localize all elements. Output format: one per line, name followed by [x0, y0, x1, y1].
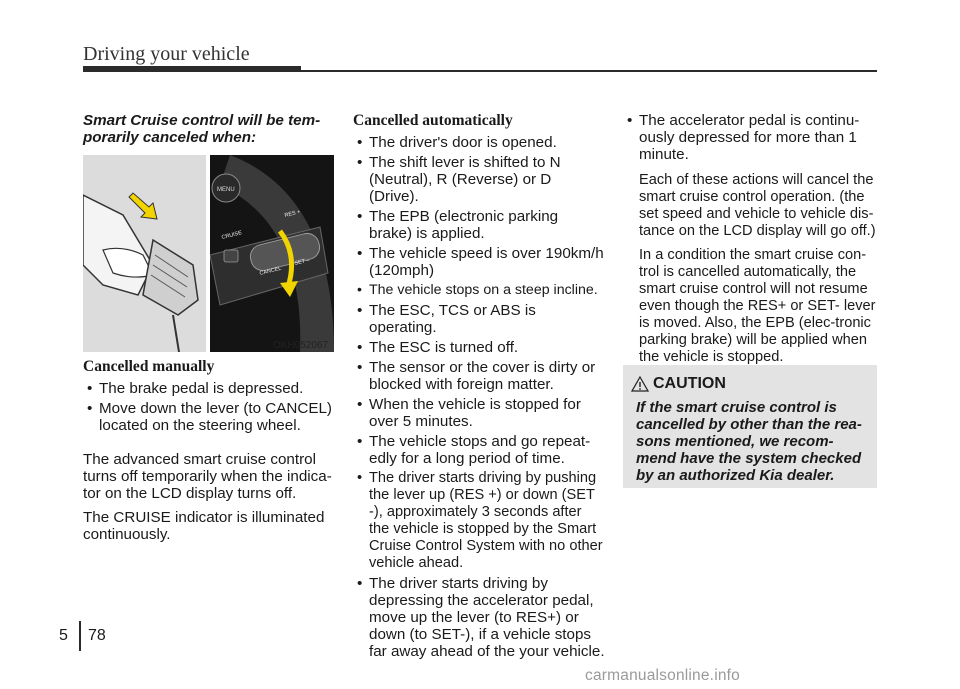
- res-label: RES +: [284, 209, 302, 219]
- manual-heading: Cancelled manually: [83, 358, 215, 375]
- page-number-divider: [79, 621, 81, 651]
- list-item: • The accelerator pedal is continu-ously depressed for more than 1 minute.: [623, 112, 877, 163]
- list-item: • The EPB (electronic parking brake) is applied.: [353, 208, 605, 242]
- cancel-label: CANCEL: [259, 265, 283, 277]
- page-number: 78: [88, 627, 106, 644]
- list-item: • The driver's door is opened.: [353, 134, 605, 151]
- intro-text: Smart Cruise control will be tem-porarily canceled when:: [83, 112, 321, 146]
- list-item: • The driver starts driving by depressing the accelerator pedal, move up the lever (to RES+) or down (to SET-), if a vehicle stops far away ahead of the your vehicle.: [353, 575, 605, 660]
- list-item: • When the vehicle is stopped for over 5 minutes.: [353, 396, 605, 430]
- column-1-lower: [83, 358, 335, 550]
- caution-text: If the smart cruise control is cancelled by other than the rea-sons mentioned, we recom-mend have the system checked by an authorized Kia dealer.: [636, 399, 862, 484]
- brake-pedal-illustration: [83, 155, 206, 352]
- warning-triangle-icon: [631, 375, 649, 393]
- list-item: • The vehicle speed is over 190km/h (120mph): [353, 245, 605, 279]
- set-label: SET –: [294, 257, 311, 267]
- paragraph: The CRUISE indicator is illuminated continuously.: [83, 509, 325, 543]
- header-rule-thin: [301, 70, 877, 72]
- list-item: • The ESC is turned off.: [353, 339, 605, 356]
- list-item: • The brake pedal is depressed.: [83, 380, 335, 397]
- section-number: 5: [59, 627, 68, 644]
- brake-pedal-drawing: [83, 155, 206, 352]
- list-item: • The shift lever is shifted to N (Neutral), R (Reverse) or D (Drive).: [353, 154, 605, 205]
- list-item: • The vehicle stops and go repeat-edly for a long period of time.: [353, 433, 605, 467]
- steering-wheel-drawing: [210, 155, 334, 352]
- paragraph: Each of these actions will cancel the smart cruise control operation. (the set speed and vehicle to vehicle dis-tance on the LCD display will go off.): [639, 172, 876, 239]
- auto-heading: Cancelled automatically: [353, 112, 513, 129]
- list-item: • Move down the lever (to CANCEL) located on the steering wheel.: [83, 400, 335, 434]
- caution-heading: CAUTION: [653, 375, 726, 392]
- watermark: carmanualsonline.info: [585, 667, 740, 684]
- column-2: [353, 112, 605, 663]
- figure-illustration: [83, 155, 334, 352]
- column-3: [623, 112, 877, 373]
- manual-list: [83, 380, 335, 434]
- page-header-title: Driving your vehicle: [83, 43, 250, 65]
- list-item: • The ESC, TCS or ABS is operating.: [353, 302, 605, 336]
- list-item: • The driver starts driving by pushing the lever up (RES +) or down (SET -), approximately 3 seconds after the vehicle is stopped by the Smart Cruise Control System with no other vehicle ahead.: [353, 470, 605, 572]
- auto-list: [353, 134, 605, 660]
- accelerator-list: [623, 112, 877, 163]
- steering-lever-photo: [210, 155, 334, 352]
- paragraph: The advanced smart cruise control turns off temporarily when the indica-tor on the LCD display turns off.: [83, 451, 332, 502]
- list-item: • The sensor or the cover is dirty or blocked with foreign matter.: [353, 359, 605, 393]
- list-item: • The vehicle stops on a steep incline.: [353, 282, 605, 299]
- cruise-label: CRUISE: [221, 230, 243, 241]
- caution-box: [623, 365, 877, 488]
- paragraph: In a condition the smart cruise con-trol is cancelled automatically, the smart cruise control will not resume even though the RES+ or SET- lever is moved. Also, the EPB (elec-tronic parking brake) will be applied when the vehicle is stopped.: [639, 247, 876, 365]
- header-rule-thick: [83, 66, 301, 72]
- figure-code: OKH052067: [273, 340, 329, 351]
- menu-button-label: MENU: [217, 187, 235, 193]
- column-1: [83, 112, 335, 146]
